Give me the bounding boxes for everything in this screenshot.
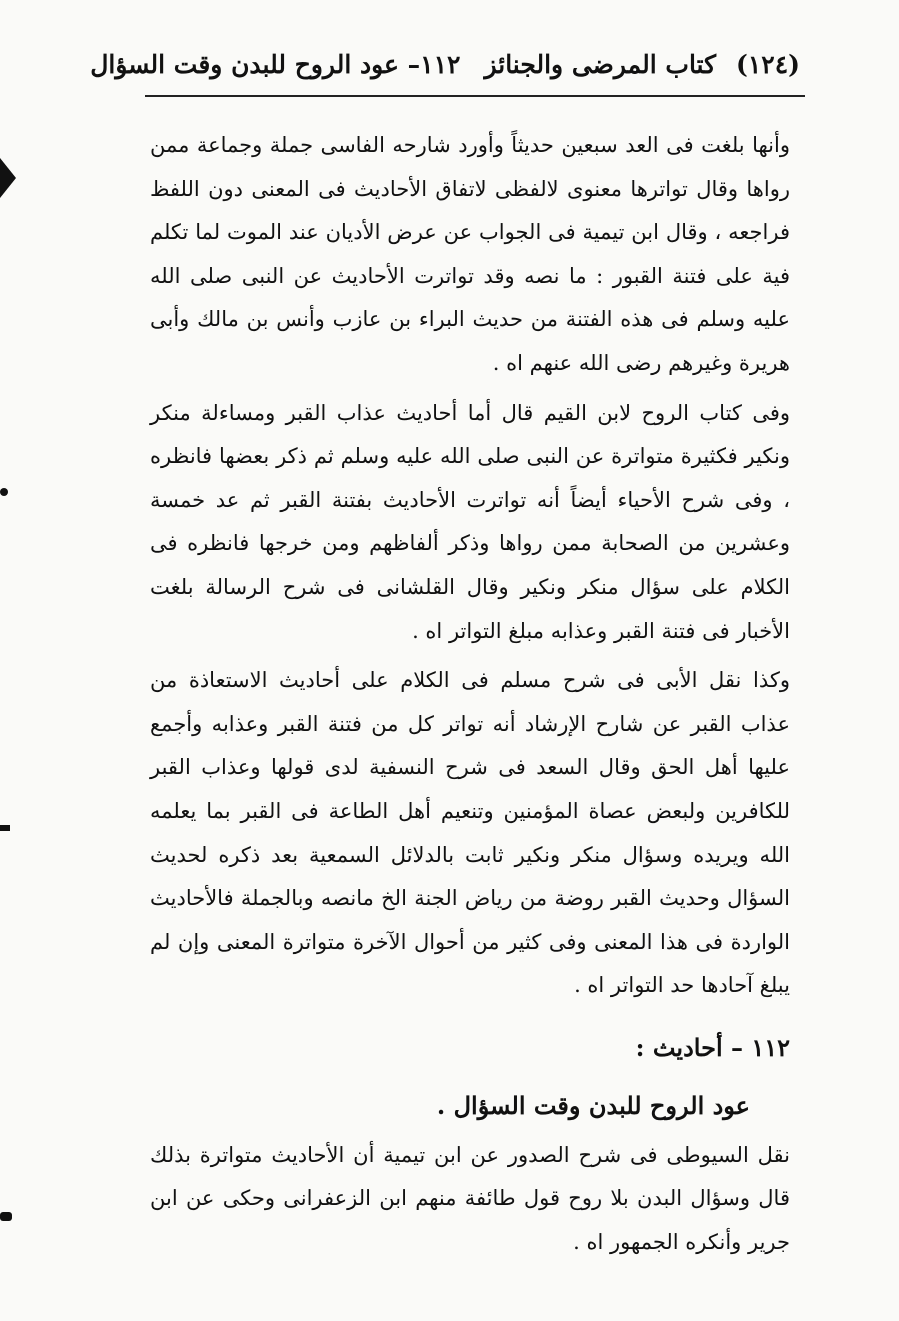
section-number-heading: ١١٢ – أحاديث : [635,1032,790,1062]
book-title: كتاب المرضى والجنائز [484,49,717,79]
paragraph-3: وكذا نقل الأبى فى شرح مسلم فى الكلام على أحاديث الاستعاذة من عذاب القبر عن شارح الإرشاد أنه تواتر كل من فتنة القبر وعذابه وأجمع عليها أهل الحق وقال السعد فى شرح النسفية لدى قولها وعذاب القبر للكافرين ولبعض عصاة المؤمنين وتنعيم أهل الطاعة فى القبر بما يعلمه الله ويريده وسؤال منكر ونكير ثابت بالدلائل السمعية بعد ذكره لحديث السؤال وحديث القبر روضة من رياض الجنة الخ مانصه وبالجملة فالأحاديث الواردة فى هذا المعنى وفى كثير من أحوال الآخرة متواترة المعنى وإن لم يبلغ آحادها حد التواتر اه . [150,668,790,998]
section-paragraph: نقل السيوطى فى شرح الصدور عن ابن تيمية أن الأحاديث متواترة بذلك قال وسؤال البدن بلا روح قول طائفة منهم ابن الزعفرانى وحكى عن ابن جرير وأنكره الجمهور اه . [150,1142,790,1255]
margin-mark [0,825,10,831]
header-rule [145,95,805,97]
paragraph-1: وأنها بلغت فى العد سبعين حديثاً وأورد شارحه الفاسى جملة وجماعة ممن رواها وقال تواترها معنوى لالفظى لاتفاق الأحاديث فى المعنى دون اللفظ فراجعه ، وقال ابن تيمية فى الجواب عن عرض الأديان عند الموت لما تكلم فية على فتنة القبور : ما نصه وقد تواترت الأحاديث عن النبى صلى الله عليه وسلم فى هذه الفتنة من حديث البراء بن عازب وأنس بن مالك وأبى هريرة وغيرهم رضى الله عنهم اه . [150,133,790,375]
page-number: (١٢٤) [736,49,800,79]
margin-mark [0,1212,12,1221]
section-title: عود الروح للبدن وقت السؤال . [436,1090,750,1120]
running-header [90,42,800,86]
paragraph-2: وفى كتاب الروح لابن القيم قال أما أحاديث عذاب القبر ومساءلة منكر ونكير فكثيرة متواترة عن النبى صلى الله عليه وسلم ثم ذكر بعضها فانظره ، وفى شرح الأحياء أيضاً أنه تواترت الأحاديث بفتنة القبر ثم عد خمسة وعشرين من الصحابة ممن رواها وذكر ألفاظهم ومن خرجها فانظره فى الكلام على سؤال منكر ونكير وقال القلشانى فى شرح الرسالة بلغت الأخبار فى فتنة القبر وعذابه مبلغ التواتر اه . [150,400,790,643]
margin-mark [0,488,8,496]
margin-mark [0,158,16,198]
page-body [150,124,790,1265]
header-section-title: ١١٢– عود الروح للبدن وقت السؤال [90,49,461,79]
